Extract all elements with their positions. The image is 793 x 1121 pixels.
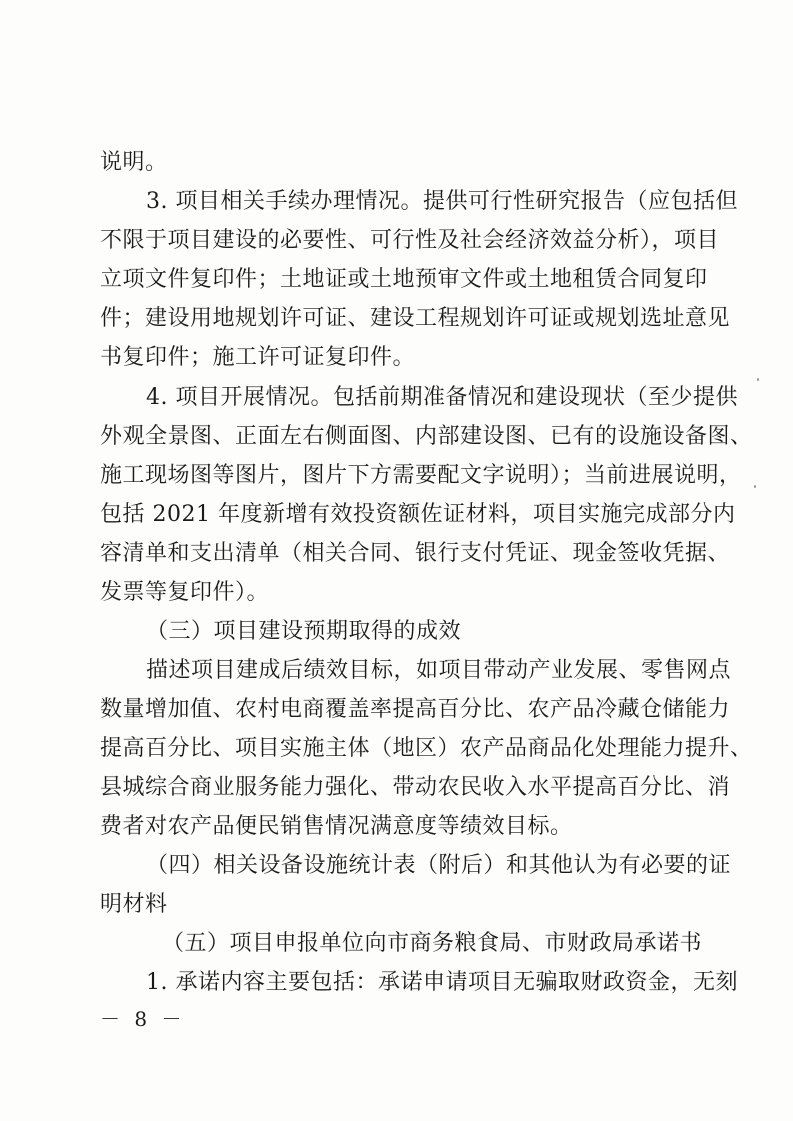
text-line: 描述项目建成后绩效目标，如项目带动产业发展、零售网点: [146, 658, 732, 683]
text-line: 外观全景图、正面左右侧面图、内部建设图、已有的设施设备图、: [100, 424, 753, 449]
text-line: 提高百分比、项目实施主体（地区）农产品商品化处理能力提升、: [100, 736, 753, 761]
text-line: 费者对农产品便民销售情况满意度等绩效目标。: [100, 814, 573, 839]
scan-speck: [757, 378, 759, 381]
text-line: 发票等复印件）。: [100, 580, 270, 605]
text-line: 施工现场图等图片，图片下方需要配文字说明）；当前进展说明，: [100, 463, 742, 488]
scan-speck: [754, 485, 756, 488]
text-line: 县城综合商业服务能力强化、带动农民收入水平提高百分比、消: [100, 775, 731, 800]
section-heading: （三）项目建设预期取得的成效: [146, 619, 462, 644]
text-line: 4. 项目开展情况。包括前期准备情况和建设现状（至少提供: [146, 385, 738, 410]
text-line: 书复印件；施工许可证复印件。: [100, 345, 416, 370]
text-line: 包括 2021 年度新增有效投资额佐证材料，项目实施完成部分内: [100, 502, 736, 527]
section-heading: （四）相关设备设施统计表（附后）和其他认为有必要的证: [146, 853, 732, 878]
text-line: 3. 项目相关手续办理情况。提供可行性研究报告（应包括但: [146, 189, 738, 214]
section-heading: 明材料: [100, 892, 168, 917]
text-line: 立项文件复印件；土地证或土地预审文件或土地租赁合同复印: [100, 267, 708, 292]
section-heading: （五）项目申报单位向市商务粮食局、市财政局承诺书: [162, 931, 703, 956]
text-line: 数量增加值、农村电商覆盖率提高百分比、农产品冷藏仓储能力: [100, 697, 731, 722]
text-line: 件；建设用地规划许可证、建设工程规划许可证或规划选址意见: [100, 306, 731, 331]
text-line: 说明。: [100, 150, 168, 175]
text-line: 1. 承诺内容主要包括：承诺申请项目无骗取财政资金，无刻: [146, 970, 738, 995]
page-number: － 8 －: [100, 1007, 186, 1031]
text-line: 不限于项目建设的必要性、可行性及社会经济效益分析），项目: [100, 228, 720, 253]
text-line: 容清单和支出清单（相关合同、银行支付凭证、现金签收凭据、: [100, 541, 731, 566]
